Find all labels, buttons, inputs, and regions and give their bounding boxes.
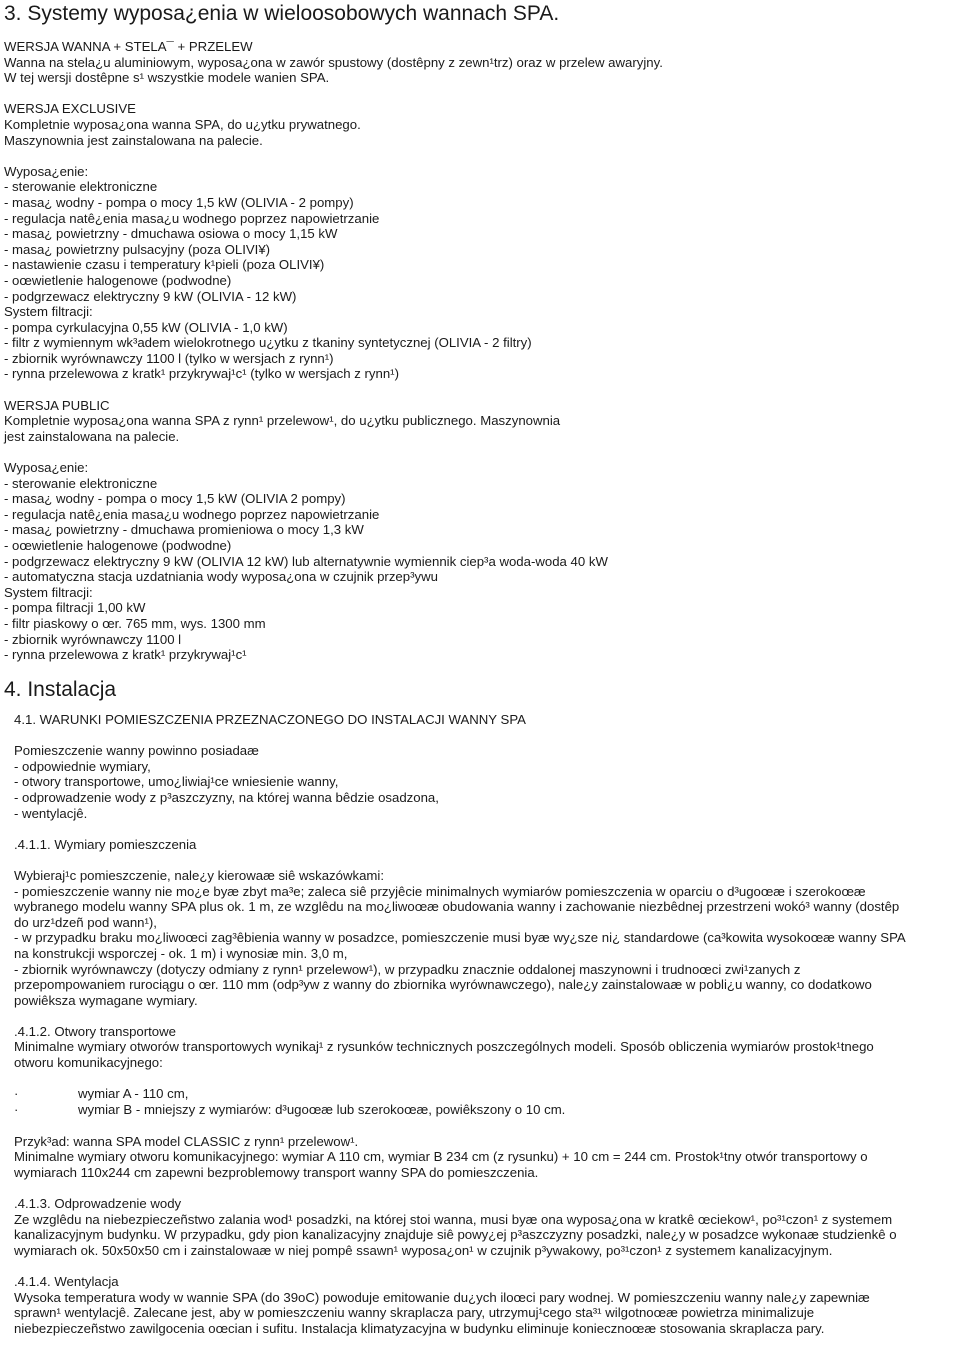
filtration-heading: System filtracji: — [4, 304, 93, 320]
equipment-item: - masa¿ wodny - pompa o mocy 1,5 kW (OLIVIA - 2 pompy) — [4, 194, 354, 210]
spacer — [4, 444, 954, 460]
equipment-item: - automatyczna stacja uzdatniania wody wyposa¿ona w czujnik przep³ywu — [4, 569, 438, 585]
paragraph-line: - zbiornik wyrównawczy (dotyczy odmiany z rynn¹ przelewow¹), w przypadku znacznie oddalonej maszynowni i trudnoœci zwi¹zanych z — [14, 961, 801, 977]
equipment-item: - zbiornik wyrównawczy 1100 l — [4, 631, 182, 647]
paragraph-line: jest zainstalowana na palecie. — [4, 428, 180, 444]
equipment-item: - masa¿ wodny - pompa o mocy 1,5 kW (OLIVIA 2 pompy) — [4, 491, 346, 507]
equipment-item: - filtr z wymiennym wk³adem wielokrotnego u¿ytku z tkaniny syntetycznej (OLIVIA - 2 filtry) — [4, 335, 532, 351]
equipment-item: - filtr piaskowy o œr. 765 mm, wys. 1300 mm — [4, 615, 266, 631]
section-3-heading: 3. Systemy wyposa¿enia w wieloosobowych wannach SPA. — [4, 2, 560, 25]
wersja-wanna-title: WERSJA WANNA + STELA¯ + PRZELEW — [4, 39, 253, 54]
paragraph-line: Minimalne wymiary otworów transportowych wynikaj¹ z rysunków technicznych poszczególnych modeli. Sposób obliczenia wymiarów prostok¹tnego — [14, 1039, 874, 1055]
paragraph-line: Wanna na stela¿u aluminiowym, wyposa¿ona w zawór spustowy (dostêpny z zewn¹trz) oraz w przelew awaryjny. — [4, 54, 663, 70]
spacer — [14, 821, 949, 837]
paragraph-line: Maszynownia jest zainstalowana na palecie. — [4, 132, 263, 148]
paragraph-line: Wysoka temperatura wody w wannie SPA (do 39oC) powoduje emitowanie du¿ych iloœci pary wodnej. W pomieszczeniu wanny nale¿y zapewniæ — [14, 1289, 870, 1305]
list-item: - wentylacjê. — [14, 805, 88, 821]
spacer — [4, 148, 954, 164]
paragraph-line: powiêksza wymagane wymiary. — [14, 992, 198, 1008]
spacer — [14, 1181, 949, 1197]
paragraph-line: otworu komunikacyjnego: — [14, 1055, 163, 1071]
paragraph-line: Wybieraj¹c pomieszczenie, nale¿y kierowaæ siê wskazówkami: — [14, 867, 384, 883]
spacer — [14, 1118, 949, 1134]
spacer — [4, 382, 954, 398]
equipment-item: - masa¿ powietrzny - dmuchawa osiowa o mocy 1,15 kW — [4, 226, 338, 242]
equipment-item: - podgrzewacz elektryczny 9 kW (OLIVIA 12 kW) lub alternatywnie wymiennik ciep³a woda-woda 40 kW — [4, 553, 608, 569]
paragraph-line: Przyk³ad: wanna SPA model CLASSIC z rynn¹ przelewow¹. — [14, 1133, 359, 1149]
equipment-item: - pompa filtracji 1,00 kW — [4, 600, 146, 616]
equipment-item: - masa¿ powietrzny - dmuchawa promieniowa o mocy 1,3 kW — [4, 522, 364, 538]
equipment-item: - regulacja natê¿enia masa¿u wodnego poprzez napowietrzanie — [4, 506, 380, 522]
section-3-body — [4, 39, 954, 663]
paragraph-line: Kompletnie wyposa¿ona wanna SPA z rynn¹ przelewow¹, do u¿ytku publicznego. Maszynownia — [4, 413, 561, 429]
equipment-item: - oœwietlenie halogenowe (podwodne) — [4, 538, 232, 553]
paragraph-line: - pomieszczenie wanny nie mo¿e byæ zbyt ma³e; zaleca siê przyjêcie minimalnych wymiarów pomieszczenia w oparciu o d³ugoœæ i szerokoœæ — [14, 883, 866, 899]
wymiary-title: .4.1.1. Wymiary pomieszczenia — [14, 836, 197, 852]
paragraph-line: Minimalne wymiary otworu komunikacyjnego: wymiar A 110 cm, wymiar B 234 cm (z rysunku) + 10 cm = 244 cm. Prostok¹tny otwór transportowy o — [14, 1149, 868, 1165]
spacer — [4, 86, 954, 102]
paragraph-line: na konstrukcji wsporczej - ok. 1 m) i wynosiæ min. 3,0 m, — [14, 945, 348, 961]
equipment-item: - sterowanie elektroniczne — [4, 475, 158, 491]
paragraph-line: wymiarach 110x244 cm zapewni bezproblemowy transport wanny SPA do pomieszczenia. — [14, 1165, 539, 1181]
bullet-text: wymiar A - 110 cm, — [78, 1086, 189, 1102]
equipment-item: - rynna przelewowa z kratk¹ przykrywaj¹c¹ (tylko w wersjach z rynn¹) — [4, 366, 399, 382]
paragraph-line: Ze wzglêdu na niebezpieczeñstwo zalania wod¹ posadzki, na której stoi wanna, musi byæ ona wyposa¿ona w kratkê œciekow¹, po³¹czon¹ z systemem — [14, 1211, 893, 1227]
spacer — [14, 1259, 949, 1275]
equipment-item: - podgrzewacz elektryczny 9 kW (OLIVIA - 12 kW) — [4, 288, 297, 304]
equipment-item: - masa¿ powietrzny pulsacyjny (poza OLIVI¥) — [4, 241, 271, 257]
equipment-item: - regulacja natê¿enia masa¿u wodnego poprzez napowietrzanie — [4, 210, 380, 226]
paragraph-line: sprawn¹ wentylacjê. Zalecane jest, aby w pomieszczeniu wanny skraplacza pary, utrzymuj¹cego sta³¹ wilgotnoœæ powietrza minimalizuje — [14, 1305, 815, 1321]
equipment-item: - nastawienie czasu i temperatury k¹pieli (poza OLIVI¥) — [4, 257, 325, 273]
equipment-heading: Wyposa¿enie: — [4, 460, 89, 476]
wersja-exclusive-title: WERSJA EXCLUSIVE — [4, 101, 136, 117]
spacer — [14, 852, 949, 868]
bullet-marker: · — [14, 1086, 19, 1102]
paragraph-line: niebezpieczeñstwo zawilgocenia oœcian i sufitu. Instalacja klimatyzacyjna w budynku eliminuje koniecznoœæ stosowania skraplacza pary. — [14, 1320, 825, 1336]
equipment-item: - zbiornik wyrównawczy 1100 l (tylko w wersjach z rynn¹) — [4, 350, 334, 366]
equipment-item: - rynna przelewowa z kratk¹ przykrywaj¹c¹ — [4, 647, 247, 663]
paragraph-line: wybranego modelu wanny SPA plus ok. 1 m, ze wzglêdu na mo¿liwoœæ obudowania wanny i zachowanie niezbêdnej przestrzeni wokó³ wanny (dostêp — [14, 899, 900, 915]
bullet-item — [14, 1102, 949, 1118]
spacer — [14, 728, 949, 744]
equipment-item: - sterowanie elektroniczne — [4, 179, 158, 195]
paragraph-line: do urz¹dzeñ pod wann¹), — [14, 914, 157, 930]
wersja-public-title: WERSJA PUBLIC — [4, 397, 110, 413]
paragraph-line: Kompletnie wyposa¿ona wanna SPA, do u¿ytku prywatnego. — [4, 116, 361, 132]
list-item: - odprowadzenie wody z p³aszczyzny, na której wanna bêdzie osadzona, — [14, 789, 439, 805]
otwory-title: .4.1.2. Otwory transportowe — [14, 1023, 176, 1039]
paragraph-line: kanalizacyjnym budynku. W przypadku, gdy pion kanalizacyjny znajduje siê powy¿ej p³aszczyzny posadzki, nale¿y w posadzce wykonaæ studzienkê o — [14, 1227, 897, 1243]
equipment-item: - oœwietlenie halogenowe (podwodne) — [4, 272, 232, 288]
paragraph-line: wymiarach ok. 50x50x50 cm i zainstalowaæ w niej pompê ssawn¹ wyposa¿on¹ w czujnik p³ywakowy, po³¹czon¹ z systemem kanalizacyjnym. — [14, 1243, 833, 1258]
paragraph-line: - w przypadku braku mo¿liwoœci zag³êbienia wanny w posadzce, pomieszczenie musi byæ wy¿sze ni¿ standardowe (ca³kowita wysokoœæ wanny SPA — [14, 930, 906, 946]
spacer — [14, 1071, 949, 1087]
bullet-item — [14, 1086, 949, 1102]
paragraph-line: Pomieszczenie wanny powinno posiadaæ — [14, 743, 259, 759]
equipment-heading: Wyposa¿enie: — [4, 163, 89, 179]
list-item: - otwory transportowe, umo¿liwiaj¹ce wniesienie wanny, — [14, 774, 339, 790]
list-item: - odpowiednie wymiary, — [14, 758, 151, 774]
bullet-text: wymiar B - mniejszy z wymiarów: d³ugoœæ lub szerokoœæ, powiêkszony o 10 cm. — [78, 1102, 566, 1118]
equipment-item: - pompa cyrkulacyjna 0,55 kW (OLIVIA - 1,0 kW) — [4, 319, 288, 335]
subsection-heading: 4.1. WARUNKI POMIESZCZENIA PRZEZNACZONEGO DO INSTALACJI WANNY SPA — [14, 712, 526, 727]
paragraph-line: przepompowaniem rurociągu o œr. 110 mm (odp³yw z wanny do zbiornika wyrównawczego), nale¿y zainstalowaæ w pobli¿u wanny, co dodatkowo — [14, 977, 872, 993]
paragraph-line: W tej wersji dostêpne s¹ wszystkie modele wanien SPA. — [4, 70, 330, 86]
wentylacja-title: .4.1.4. Wentylacja — [14, 1274, 119, 1290]
filtration-heading: System filtracji: — [4, 584, 93, 600]
section-4-body — [14, 712, 949, 1337]
bullet-marker: · — [14, 1102, 19, 1118]
odprowadzenie-title: .4.1.3. Odprowadzenie wody — [14, 1196, 182, 1212]
section-4-heading: 4. Instalacja — [4, 678, 117, 701]
spacer — [14, 1008, 949, 1024]
